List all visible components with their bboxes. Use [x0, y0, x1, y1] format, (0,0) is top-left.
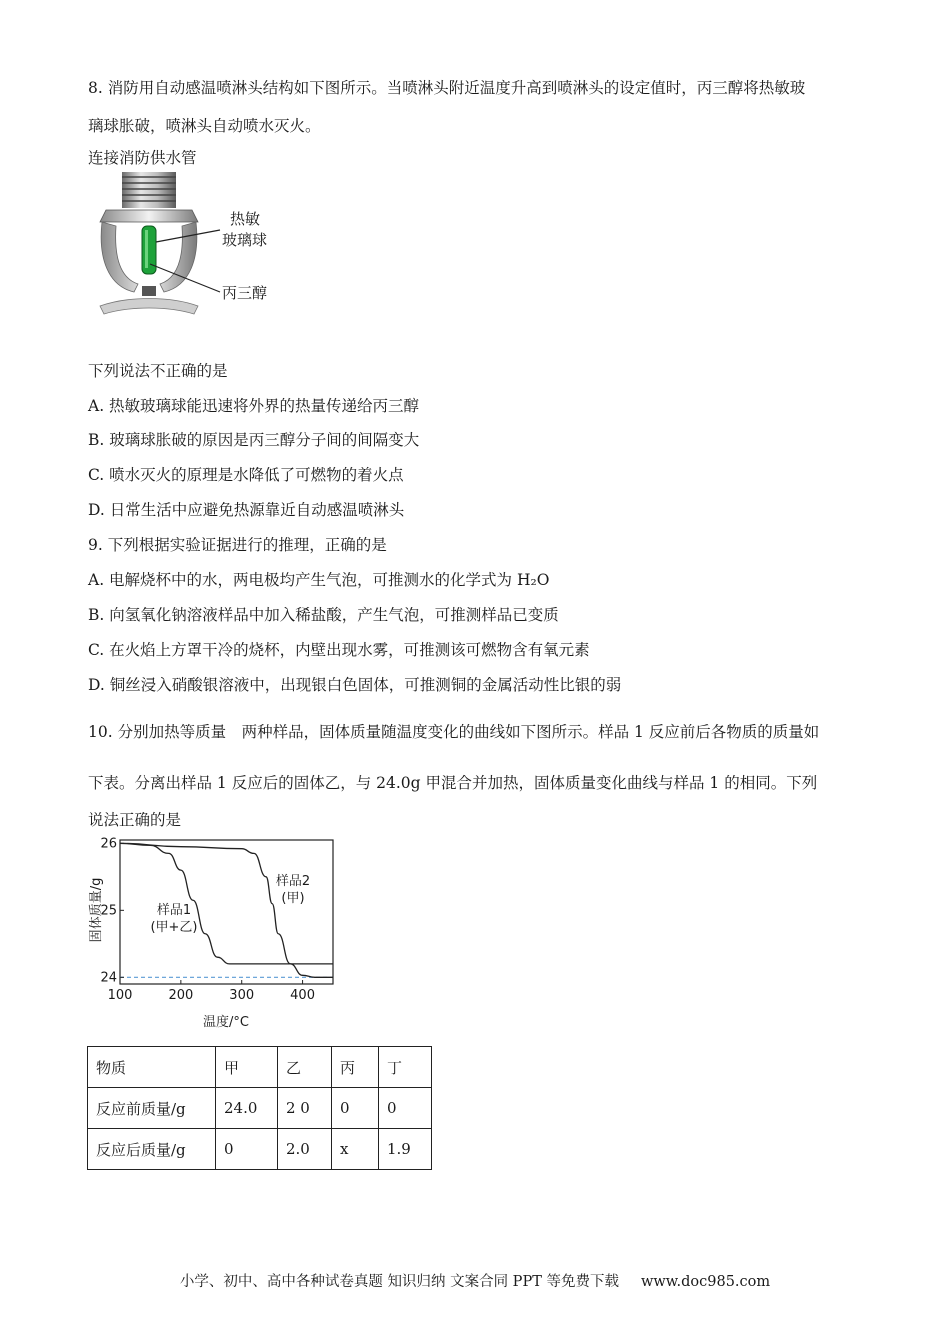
series-2-label-line2: (甲) [281, 891, 305, 906]
y-tick-label: 24 [100, 970, 117, 986]
table-header-row [88, 1047, 432, 1088]
q8-stem-line1: 8. 消防用自动感温喷淋头结构如下图所示。当喷淋头附近温度升高到喷淋头的设定值时，丙三醇将热敏玻 [88, 79, 806, 97]
table-cell: 24.0 [216, 1088, 278, 1129]
sprinkler-nut [100, 210, 198, 222]
q9-option-d: D. 铜丝浸入硝酸银溶液中，出现银白色固体，可推测铜的金属活动性比银的弱 [88, 676, 622, 694]
sprinkler-deflector [100, 299, 198, 315]
table-cell: 反应前质量/g [88, 1088, 216, 1129]
x-tick-label: 300 [229, 988, 255, 1003]
table-cell: 丁 [379, 1047, 432, 1088]
q8-prompt: 下列说法不正确的是 [88, 362, 228, 380]
q8-option-c: C. 喷水灭火的原理是水降低了可燃物的着火点 [88, 466, 404, 484]
q9-option-c: C. 在火焰上方罩干冷的烧杯，内壁出现水雾，可推测该可燃物含有氧元素 [88, 641, 590, 659]
footer-text: 小学、初中、高中各种试卷真题 知识归纳 文案合同 PPT 等免费下载 [179, 1274, 619, 1290]
y-axis-label: 固体质量/g [89, 877, 104, 943]
q8-option-a: A. 热敏玻璃球能迅速将外界的热量传递给丙三醇 [88, 397, 420, 415]
chart-series [120, 843, 333, 977]
series-2-line [120, 843, 333, 977]
q9-option-a: A. 电解烧杯中的水，两电极均产生气泡，可推测水的化学式为 H₂O [88, 571, 550, 589]
label-glass-1: 热敏 [230, 210, 261, 228]
x-tick-label: 200 [168, 988, 194, 1003]
sprinkler-head-figure [98, 168, 298, 328]
series-1-label-line2: (甲+乙) [150, 920, 198, 935]
x-axis-label: 温度/°C [203, 1015, 249, 1030]
y-tick-label: 26 [100, 836, 117, 852]
q8-figure-caption: 连接消防供水管 [88, 149, 197, 167]
table-cell: x [332, 1129, 379, 1170]
q10-stem-line3: 说法正确的是 [88, 811, 182, 829]
table-cell: 2 0 [278, 1088, 332, 1129]
series-1-label-line1: 样品1 [156, 903, 192, 918]
chart-ticks [100, 836, 315, 1003]
q10-stem-line1: 10. 分别加热等质量 两种样品，固体质量随温度变化的曲线如下图所示。样品 1 反应前后各物质的质量如 [88, 723, 820, 741]
mass-table [87, 1046, 432, 1170]
q9-stem: 9. 下列根据实验证据进行的推理，正确的是 [88, 536, 387, 554]
table-cell: 0 [379, 1088, 432, 1129]
q9-option-b: B. 向氢氧化钠溶液样品中加入稀盐酸，产生气泡，可推测样品已变质 [88, 606, 559, 624]
label-glycerol: 丙三醇 [222, 284, 268, 302]
table-cell: 2.0 [278, 1129, 332, 1170]
table-cell: 丙 [332, 1047, 379, 1088]
glass-bulb [142, 226, 156, 274]
table-row [88, 1129, 432, 1170]
y-tick-label: 25 [100, 903, 117, 919]
x-tick-label: 400 [290, 988, 315, 1003]
x-tick-label: 100 [107, 988, 133, 1003]
mass-temperature-chart [86, 832, 346, 1032]
table-row [88, 1088, 432, 1129]
table-cell: 0 [332, 1088, 379, 1129]
q10-stem-line2: 下表。分离出样品 1 反应后的固体乙，与 24.0g 甲混合并加热，固体质量变化曲线与样品 1 的相同。下列 [88, 774, 818, 792]
table-cell: 反应后质量/g [88, 1129, 216, 1170]
sprinkler-thread [122, 172, 176, 208]
footer-url[interactable]: www.doc985.com [640, 1274, 771, 1290]
series-2-label-line1: 样品2 [275, 874, 311, 889]
q8-option-d: D. 日常生活中应避免热源靠近自动感温喷淋头 [88, 501, 405, 519]
table-cell: 乙 [278, 1047, 332, 1088]
table-cell: 甲 [216, 1047, 278, 1088]
table-cell: 0 [216, 1129, 278, 1170]
label-glass-2: 玻璃球 [222, 231, 268, 249]
table-cell: 1.9 [379, 1129, 432, 1170]
table-cell: 物质 [88, 1047, 216, 1088]
page-footer [0, 1270, 950, 1291]
q8-stem-line2: 璃球胀破，喷淋头自动喷水灭火。 [88, 117, 321, 135]
q8-option-b: B. 玻璃球胀破的原因是丙三醇分子间的间隔变大 [88, 431, 420, 449]
